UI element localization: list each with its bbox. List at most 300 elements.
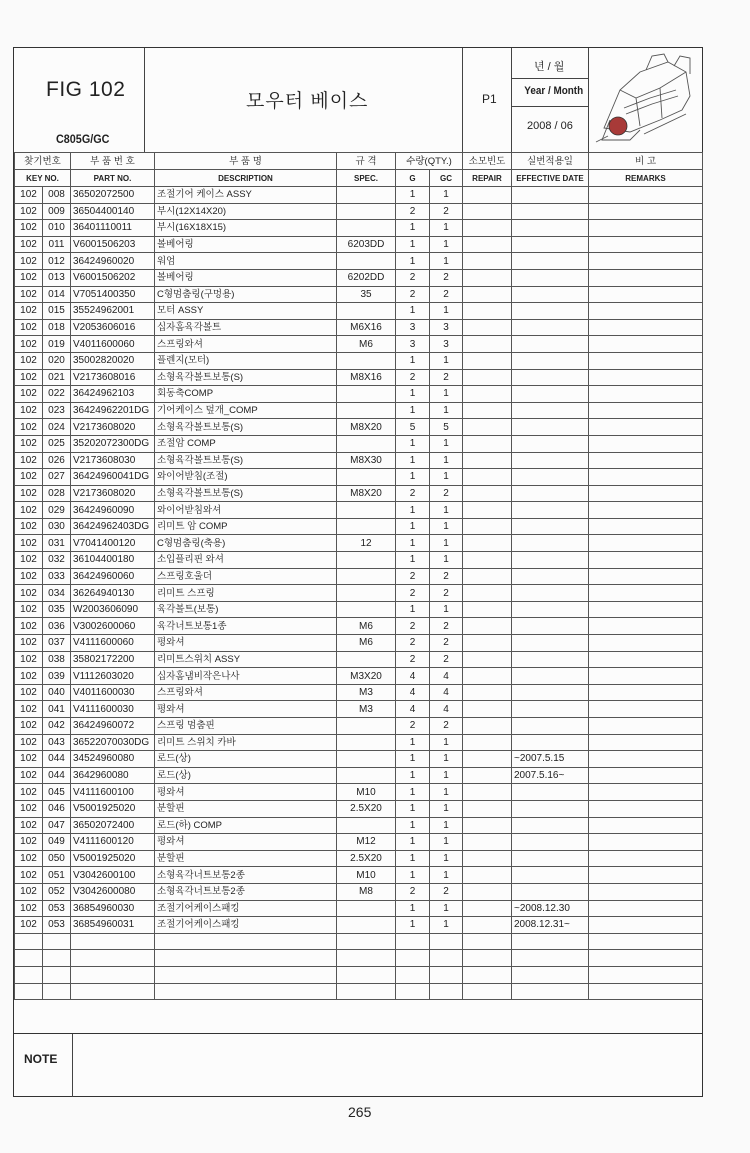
cell-eff <box>512 485 589 502</box>
divider <box>72 1034 73 1097</box>
cell-key: 038 <box>43 651 71 668</box>
cell-fig: 102 <box>15 502 43 519</box>
cell-fig: 102 <box>15 386 43 403</box>
col-spec-en: SPEC. <box>337 170 396 187</box>
col-rem-kr: 비 고 <box>589 153 703 170</box>
cell-rem <box>589 618 703 635</box>
cell-key: 018 <box>43 319 71 336</box>
table-row <box>15 187 703 204</box>
cell-spec: M3 <box>337 701 396 718</box>
cell-repair <box>463 917 512 934</box>
cell-key: 045 <box>43 784 71 801</box>
cell-eff <box>512 601 589 618</box>
cell-eff <box>512 933 589 950</box>
cell-part: W2003606090 <box>71 601 155 618</box>
cell-key: 014 <box>43 286 71 303</box>
table-row <box>15 552 703 569</box>
cell-desc: 와이어받침와셔 <box>155 502 337 519</box>
cell-spec <box>337 601 396 618</box>
cell-spec <box>337 502 396 519</box>
cell-part: 36424962201DG <box>71 402 155 419</box>
model-name: C805G/GC <box>56 132 110 146</box>
cell-spec <box>337 187 396 204</box>
cell-part: 36401110011 <box>71 220 155 237</box>
cell-gc: 2 <box>430 651 463 668</box>
cell-eff: ~2007.5.15 <box>512 751 589 768</box>
cell-desc: 기어케이스 덮개_COMP <box>155 402 337 419</box>
cell-gc: 1 <box>430 834 463 851</box>
table-row <box>15 800 703 817</box>
cell-gc: 1 <box>430 535 463 552</box>
cell-g: 2 <box>396 286 430 303</box>
cell-desc: 스프링호울더 <box>155 568 337 585</box>
cell-spec <box>337 751 396 768</box>
cell-spec <box>337 767 396 784</box>
cell-spec <box>337 518 396 535</box>
cell-desc: 소형육각볼트보통(S) <box>155 419 337 436</box>
cell-g: 2 <box>396 203 430 220</box>
cell-rem <box>589 286 703 303</box>
divider <box>462 48 463 152</box>
cell-rem <box>589 867 703 884</box>
divider <box>512 78 588 79</box>
table-row <box>15 220 703 237</box>
cell-eff <box>512 187 589 204</box>
cell-repair <box>463 518 512 535</box>
cell-eff <box>512 253 589 270</box>
cell-key: 028 <box>43 485 71 502</box>
table-row <box>15 668 703 685</box>
cell-spec <box>337 900 396 917</box>
cell-spec: M8X20 <box>337 485 396 502</box>
cell-fig: 102 <box>15 867 43 884</box>
cell-fig: 102 <box>15 220 43 237</box>
cell-rem <box>589 236 703 253</box>
cell-spec: M12 <box>337 834 396 851</box>
cell-desc: 회동축COMP <box>155 386 337 403</box>
cell-g <box>396 933 430 950</box>
cell-g: 1 <box>396 435 430 452</box>
page-label: P1 <box>482 92 497 106</box>
cell-key: 010 <box>43 220 71 237</box>
table-row <box>15 452 703 469</box>
cell-fig: 102 <box>15 485 43 502</box>
table-row <box>15 900 703 917</box>
cell-fig: 102 <box>15 850 43 867</box>
cell-desc: C형멈춤링(구멍용) <box>155 286 337 303</box>
cell-gc <box>430 983 463 1000</box>
cell-eff <box>512 568 589 585</box>
cell-fig <box>15 966 43 983</box>
cell-key: 044 <box>43 767 71 784</box>
cell-g: 1 <box>396 817 430 834</box>
cell-key: 024 <box>43 419 71 436</box>
table-row <box>15 635 703 652</box>
cell-fig: 102 <box>15 419 43 436</box>
cell-eff <box>512 352 589 369</box>
cell-gc <box>430 933 463 950</box>
cell-key <box>43 983 71 1000</box>
cell-part: 36424960072 <box>71 718 155 735</box>
cell-eff <box>512 585 589 602</box>
cell-fig: 102 <box>15 684 43 701</box>
cell-g: 2 <box>396 635 430 652</box>
cell-key: 020 <box>43 352 71 369</box>
table-row <box>15 303 703 320</box>
cell-g: 2 <box>396 718 430 735</box>
cell-part: 36424960041DG <box>71 469 155 486</box>
cell-repair <box>463 336 512 353</box>
cell-fig: 102 <box>15 834 43 851</box>
cell-g: 1 <box>396 386 430 403</box>
cell-eff <box>512 236 589 253</box>
cell-eff <box>512 435 589 452</box>
cell-g <box>396 966 430 983</box>
cell-g: 1 <box>396 834 430 851</box>
issue-date: 2008 / 06 <box>527 120 573 132</box>
cell-repair <box>463 651 512 668</box>
cell-key: 031 <box>43 535 71 552</box>
table-row <box>15 286 703 303</box>
cell-gc: 1 <box>430 220 463 237</box>
cell-rem <box>589 535 703 552</box>
cell-desc: 십자홈냄비작은나사 <box>155 668 337 685</box>
cell-gc: 2 <box>430 286 463 303</box>
cell-desc: 볼베어링 <box>155 236 337 253</box>
cell-fig: 102 <box>15 701 43 718</box>
cell-fig: 102 <box>15 269 43 286</box>
cell-spec <box>337 933 396 950</box>
cell-desc: 리미트 스프링 <box>155 585 337 602</box>
cell-g: 2 <box>396 618 430 635</box>
cell-key: 053 <box>43 917 71 934</box>
cell-eff <box>512 950 589 967</box>
cell-key <box>43 966 71 983</box>
table-row <box>15 817 703 834</box>
cell-desc: 리미트스위치 ASSY <box>155 651 337 668</box>
cell-fig: 102 <box>15 469 43 486</box>
cell-part: V2173608016 <box>71 369 155 386</box>
cell-key: 012 <box>43 253 71 270</box>
cell-eff <box>512 419 589 436</box>
cell-part: V4011600060 <box>71 336 155 353</box>
cell-spec <box>337 917 396 934</box>
cell-repair <box>463 817 512 834</box>
cell-eff <box>512 303 589 320</box>
cell-g: 1 <box>396 900 430 917</box>
cell-eff <box>512 701 589 718</box>
cell-repair <box>463 950 512 967</box>
cell-key: 030 <box>43 518 71 535</box>
cell-rem <box>589 751 703 768</box>
cell-part: 36854960030 <box>71 900 155 917</box>
divider <box>512 106 588 107</box>
cell-eff <box>512 552 589 569</box>
cell-key: 011 <box>43 236 71 253</box>
cell-fig: 102 <box>15 784 43 801</box>
table-row <box>15 419 703 436</box>
cell-g: 2 <box>396 269 430 286</box>
cell-desc: 분할핀 <box>155 800 337 817</box>
cell-rem <box>589 668 703 685</box>
table-row <box>15 867 703 884</box>
cell-spec <box>337 469 396 486</box>
cell-repair <box>463 701 512 718</box>
cell-gc: 1 <box>430 435 463 452</box>
cell-key: 013 <box>43 269 71 286</box>
table-row <box>15 618 703 635</box>
cell-repair <box>463 883 512 900</box>
cell-rem <box>589 419 703 436</box>
cell-fig: 102 <box>15 352 43 369</box>
cell-spec <box>337 402 396 419</box>
cell-g: 4 <box>396 701 430 718</box>
cell-eff <box>512 502 589 519</box>
cell-g: 1 <box>396 767 430 784</box>
cell-rem <box>589 203 703 220</box>
cell-fig <box>15 933 43 950</box>
cell-gc: 1 <box>430 767 463 784</box>
cell-rem <box>589 883 703 900</box>
cell-g: 1 <box>396 469 430 486</box>
cell-part: 36424960020 <box>71 253 155 270</box>
cell-eff <box>512 867 589 884</box>
cell-repair <box>463 784 512 801</box>
cell-repair <box>463 718 512 735</box>
table-row <box>15 518 703 535</box>
table-row <box>15 269 703 286</box>
cell-desc: 소형육각볼트보통(S) <box>155 452 337 469</box>
cell-eff <box>512 784 589 801</box>
cell-gc <box>430 966 463 983</box>
table-row <box>15 319 703 336</box>
cell-spec: 6202DD <box>337 269 396 286</box>
cell-part <box>71 950 155 967</box>
cell-fig: 102 <box>15 651 43 668</box>
cell-repair <box>463 187 512 204</box>
note-label: NOTE <box>24 1052 58 1066</box>
cell-gc: 2 <box>430 883 463 900</box>
cell-eff <box>512 402 589 419</box>
table-row <box>15 850 703 867</box>
cell-part: V7041400120 <box>71 535 155 552</box>
cell-eff <box>512 518 589 535</box>
table-row <box>15 435 703 452</box>
cell-fig: 102 <box>15 601 43 618</box>
cell-part: V5001925020 <box>71 800 155 817</box>
cell-gc: 1 <box>430 253 463 270</box>
cell-spec <box>337 966 396 983</box>
cell-rem <box>589 834 703 851</box>
cell-spec <box>337 253 396 270</box>
cell-desc: 소형육각너트보통2종 <box>155 867 337 884</box>
cell-repair <box>463 402 512 419</box>
cell-desc: 로드(상) <box>155 751 337 768</box>
cell-key: 035 <box>43 601 71 618</box>
cell-spec: M8X30 <box>337 452 396 469</box>
cell-gc: 4 <box>430 701 463 718</box>
cell-g: 5 <box>396 419 430 436</box>
cell-g: 1 <box>396 535 430 552</box>
cell-eff <box>512 718 589 735</box>
cell-rem <box>589 900 703 917</box>
table-row <box>15 585 703 602</box>
cell-key: 052 <box>43 883 71 900</box>
col-key-en: KEY NO. <box>15 170 71 187</box>
cell-eff <box>512 668 589 685</box>
cell-repair <box>463 286 512 303</box>
cell-fig: 102 <box>15 402 43 419</box>
cell-eff <box>512 336 589 353</box>
cell-spec: 6203DD <box>337 236 396 253</box>
cell-key: 047 <box>43 817 71 834</box>
cell-gc: 4 <box>430 668 463 685</box>
cell-eff <box>512 269 589 286</box>
cell-gc: 3 <box>430 336 463 353</box>
cell-g: 1 <box>396 734 430 751</box>
cell-fig: 102 <box>15 800 43 817</box>
table-row <box>15 601 703 618</box>
cell-rem <box>589 635 703 652</box>
cell-repair <box>463 618 512 635</box>
cell-g: 1 <box>396 220 430 237</box>
cell-key: 034 <box>43 585 71 602</box>
cell-spec <box>337 303 396 320</box>
cell-desc <box>155 950 337 967</box>
table-row <box>15 203 703 220</box>
cell-repair <box>463 834 512 851</box>
cell-gc: 1 <box>430 469 463 486</box>
cell-rem <box>589 220 703 237</box>
cell-g <box>396 950 430 967</box>
cell-g: 3 <box>396 319 430 336</box>
divider <box>588 48 589 152</box>
cell-key <box>43 950 71 967</box>
cell-rem <box>589 784 703 801</box>
cell-rem <box>589 269 703 286</box>
cell-eff <box>512 834 589 851</box>
cell-part: 36104400180 <box>71 552 155 569</box>
cell-rem <box>589 502 703 519</box>
header-row-kr <box>15 153 703 170</box>
cell-key: 044 <box>43 751 71 768</box>
cell-spec <box>337 220 396 237</box>
cell-eff <box>512 618 589 635</box>
cell-desc: 리미트 암 COMP <box>155 518 337 535</box>
cell-gc: 1 <box>430 817 463 834</box>
cell-desc: 소입플리핀 와셔 <box>155 552 337 569</box>
cell-repair <box>463 435 512 452</box>
cell-desc: 부시(12X14X20) <box>155 203 337 220</box>
cell-spec: M6 <box>337 635 396 652</box>
cell-key: 051 <box>43 867 71 884</box>
cell-g: 2 <box>396 651 430 668</box>
cell-eff <box>512 369 589 386</box>
cell-key: 039 <box>43 668 71 685</box>
cell-repair <box>463 751 512 768</box>
cell-repair <box>463 850 512 867</box>
cell-part: V2173608020 <box>71 419 155 436</box>
cell-desc: 로드(하) COMP <box>155 817 337 834</box>
cell-eff <box>512 850 589 867</box>
cell-desc: 조절기어케이스패킹 <box>155 917 337 934</box>
cell-spec <box>337 435 396 452</box>
table-row <box>15 485 703 502</box>
blank-row <box>15 950 703 967</box>
cell-eff <box>512 319 589 336</box>
cell-g: 1 <box>396 850 430 867</box>
cell-gc: 2 <box>430 203 463 220</box>
cell-desc: 평와셔 <box>155 635 337 652</box>
cell-fig: 102 <box>15 817 43 834</box>
cell-part: 36424962403DG <box>71 518 155 535</box>
cell-g: 2 <box>396 485 430 502</box>
cell-desc: 분할핀 <box>155 850 337 867</box>
cell-repair <box>463 319 512 336</box>
cell-spec <box>337 552 396 569</box>
cell-key <box>43 933 71 950</box>
cell-key: 009 <box>43 203 71 220</box>
cell-gc: 1 <box>430 518 463 535</box>
year-month-kr: 년 / 월 <box>534 61 565 73</box>
cell-spec: M8 <box>337 883 396 900</box>
cell-fig: 102 <box>15 618 43 635</box>
year-month-en: Year / Month <box>524 85 584 97</box>
cell-gc <box>430 950 463 967</box>
parts-list-frame <box>13 47 703 1097</box>
cell-gc: 1 <box>430 900 463 917</box>
table-row <box>15 369 703 386</box>
cell-rem <box>589 435 703 452</box>
cell-eff <box>512 452 589 469</box>
cell-fig: 102 <box>15 535 43 552</box>
cell-g: 1 <box>396 187 430 204</box>
cell-part: 35524962001 <box>71 303 155 320</box>
cell-part: 36424960060 <box>71 568 155 585</box>
cell-repair <box>463 203 512 220</box>
cell-gc: 2 <box>430 485 463 502</box>
col-rem-en: REMARKS <box>589 170 703 187</box>
cell-part: V4111600120 <box>71 834 155 851</box>
table-row <box>15 784 703 801</box>
cell-part: 36264940130 <box>71 585 155 602</box>
cell-spec <box>337 651 396 668</box>
cell-key: 040 <box>43 684 71 701</box>
cell-gc: 1 <box>430 303 463 320</box>
table-row <box>15 767 703 784</box>
cell-eff <box>512 635 589 652</box>
cell-desc: 평와셔 <box>155 784 337 801</box>
table-row <box>15 751 703 768</box>
cell-desc: 워엄 <box>155 253 337 270</box>
cell-desc: 스프링 멈춤핀 <box>155 718 337 735</box>
cell-key: 042 <box>43 718 71 735</box>
table-row <box>15 834 703 851</box>
cell-repair <box>463 535 512 552</box>
table-row <box>15 701 703 718</box>
cell-spec: 2.5X20 <box>337 850 396 867</box>
cell-fig <box>15 983 43 1000</box>
cell-gc: 1 <box>430 452 463 469</box>
cell-g: 4 <box>396 668 430 685</box>
cell-fig: 102 <box>15 236 43 253</box>
cell-part: 3642960080 <box>71 767 155 784</box>
col-qty-g: G <box>396 170 430 187</box>
cell-repair <box>463 220 512 237</box>
cell-spec <box>337 203 396 220</box>
cell-fig: 102 <box>15 718 43 735</box>
cell-eff: 2008.12.31~ <box>512 917 589 934</box>
